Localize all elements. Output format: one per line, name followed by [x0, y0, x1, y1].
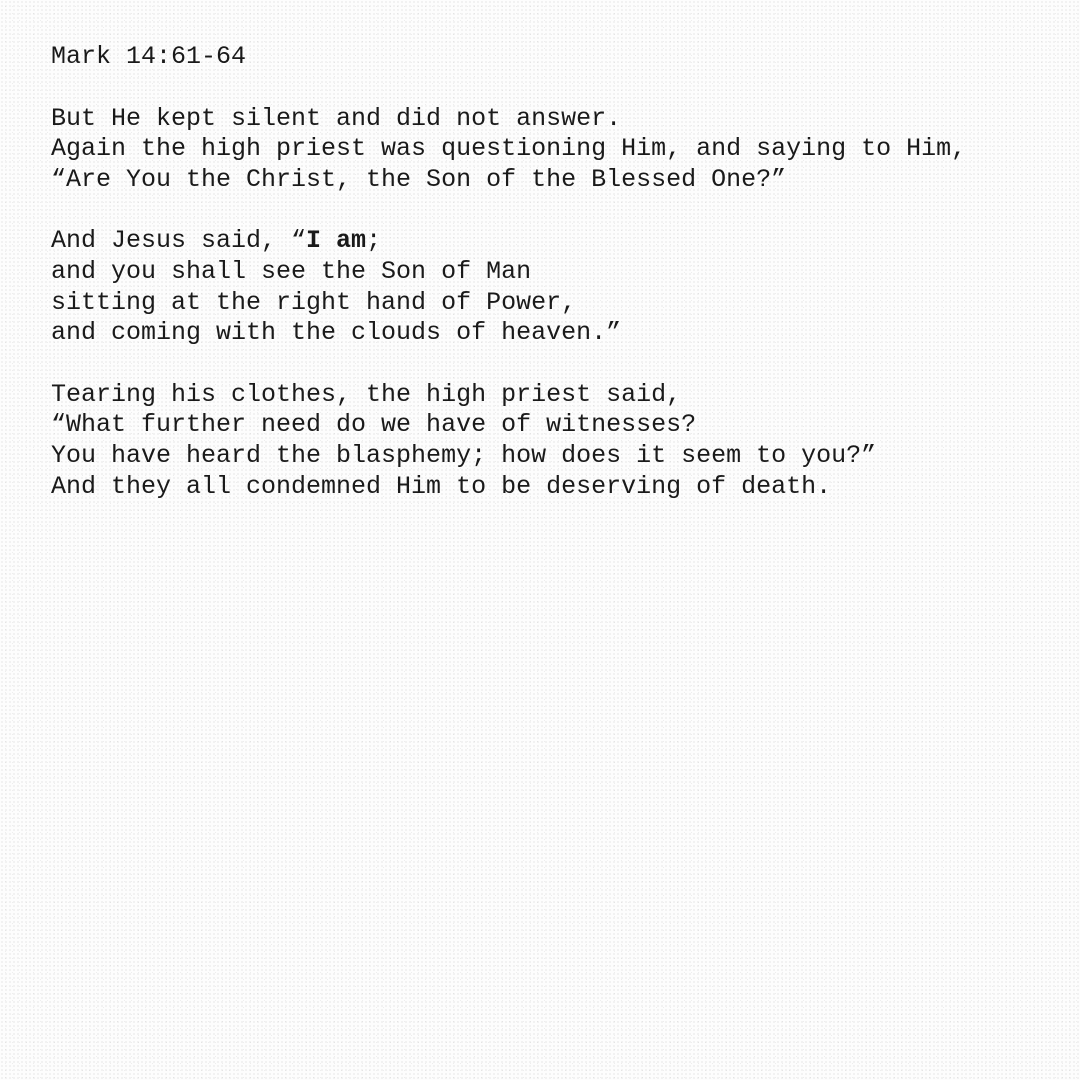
verse-line	[51, 226, 1051, 257]
scripture-passage	[51, 42, 1051, 533]
emphasized-text: I am	[306, 226, 367, 256]
verse-line: “Are You the Christ, the Son of the Blessed One?”	[51, 164, 787, 194]
verse-line: and coming with the clouds of heaven.”	[51, 318, 622, 348]
verse-line: and you shall see the Son of Man	[51, 256, 532, 286]
verse-line: Tearing his clothes, the high priest said,	[51, 379, 682, 409]
verse-line: Again the high priest was questioning Him, and saying to Him,	[51, 134, 967, 164]
verse-line: You have heard the blasphemy; how does it seem to you?”	[51, 440, 877, 470]
verse-line: “What further need do we have of witnesses?	[51, 410, 697, 440]
stanza-silence	[51, 104, 1051, 196]
stanza-jesus-answer	[51, 226, 1051, 348]
verse-line: And they all condemned Him to be deserving of death.	[51, 471, 832, 501]
verse-line: sitting at the right hand of Power,	[51, 287, 577, 317]
passage-reference: Mark 14:61-64	[51, 42, 247, 71]
verse-line: But He kept silent and did not answer.	[51, 103, 622, 133]
verse-text: And Jesus said, “	[51, 226, 307, 256]
stanza-condemnation	[51, 380, 1051, 502]
verse-text: ;	[366, 226, 382, 256]
